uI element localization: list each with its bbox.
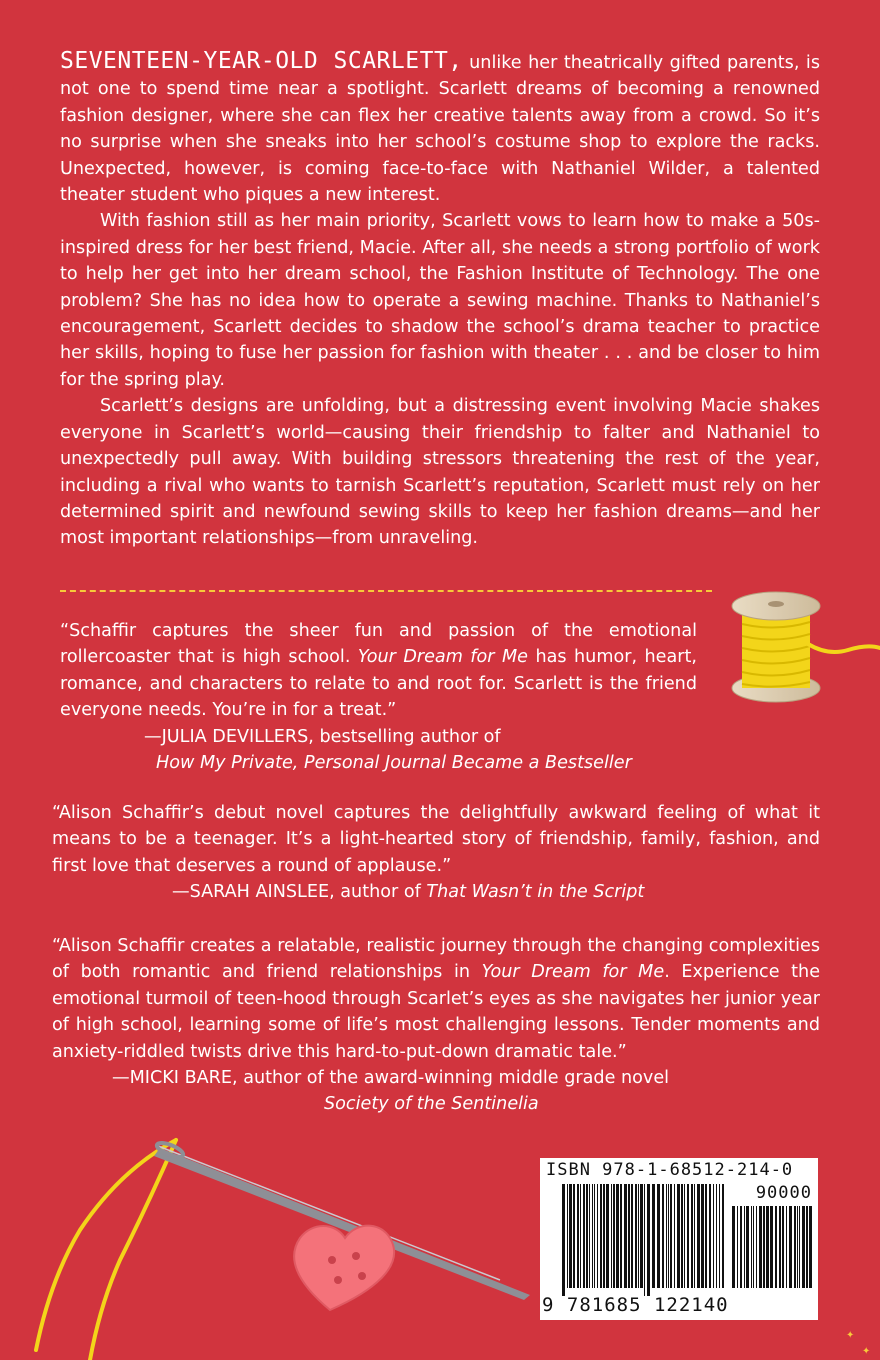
barcode-bar	[567, 1184, 568, 1288]
isbn-label: ISBN 978-1-68512-214-0	[546, 1160, 794, 1180]
barcode-bar	[668, 1184, 669, 1288]
barcode-bar	[674, 1184, 675, 1288]
barcode-bar	[580, 1184, 581, 1288]
blurb-lead: SEVENTEEN-YEAR-OLD SCARLETT,	[60, 48, 463, 74]
blurb-paragraph-3: Scarlett’s designs are unfolding, but a distressing event involving Macie shakes everyone in Scarlett’s world—causing their friendship to falter and Nathaniel to unexpectedly pull away. With building stressors threatening the rest of the year, including a rival who wants to tarnish Scarlett’s reputation, Scarlett must rely on her determined spirit and newfound sewing skills to keep her fashion dreams—and her most important relationships—from unraveling.	[60, 396, 820, 549]
barcode-bar	[763, 1206, 765, 1288]
barcode-bar	[603, 1184, 605, 1288]
barcode-bar	[713, 1184, 714, 1288]
barcode-bar	[670, 1184, 672, 1288]
sparkle-icon: ✦	[846, 1330, 855, 1341]
barcode-bar	[620, 1184, 622, 1288]
barcode-bar	[684, 1184, 685, 1288]
barcode-bar	[616, 1184, 619, 1288]
barcode-bar	[594, 1184, 595, 1288]
barcode-bar	[737, 1206, 738, 1288]
review-quote-1	[52, 618, 697, 776]
barcode-bar	[592, 1184, 593, 1288]
barcode-bar	[806, 1206, 808, 1288]
review-quote-3	[52, 933, 820, 1118]
quote-1-attribution: —JULIA DEVILLERS, bestselling author of	[144, 726, 501, 747]
barcode-bar	[657, 1184, 660, 1288]
review-quote-2	[52, 800, 820, 906]
barcode-bar	[577, 1184, 579, 1288]
barcode-bar	[782, 1206, 784, 1288]
barcode-number: 9 781685 122140	[542, 1294, 729, 1316]
quote-2-text: “Alison Schaffir’s debut novel captures the delightfully awkward feeling of what it means to be a teenager. It’s a light-hearted story of friendship, family, fashion, and first love that deserves a round of applause.”	[52, 803, 820, 876]
blurb-paragraph-1	[60, 48, 820, 208]
quote-2-attribution: —SARAH AINSLEE, author of That Wasn’t in the Script	[172, 882, 645, 903]
price-barcode-bars	[732, 1206, 812, 1296]
barcode-bar	[797, 1206, 798, 1288]
barcode-bar	[799, 1206, 800, 1288]
barcode-bar	[635, 1184, 637, 1288]
barcode-bar	[573, 1184, 575, 1288]
barcode-bar	[751, 1206, 752, 1288]
barcode-bar	[744, 1206, 745, 1288]
sparkle-icon: ✦	[862, 1346, 871, 1357]
thread-spool-icon	[728, 584, 880, 714]
barcode-bar	[753, 1206, 754, 1288]
barcode-bar	[662, 1184, 664, 1288]
barcode-bar	[600, 1184, 602, 1288]
quote-1-text: “Schaffir captures the sheer fun and passion of the emotional rollercoaster that is high school. Your Dream for Me has humor, heart, romance, and characters to relate to and root for. Scarlett is the friend everyone needs. You’re in for a treat.”	[60, 621, 697, 721]
barcode-bar	[666, 1184, 667, 1288]
barcode-bar	[732, 1206, 735, 1288]
barcode-bar	[740, 1206, 742, 1288]
quote-1-book-title: How My Private, Personal Journal Became a Bestseller	[156, 753, 632, 774]
barcode-bar	[809, 1206, 812, 1288]
barcode-bar	[794, 1206, 796, 1288]
barcode-bar	[583, 1184, 585, 1288]
barcode-bar	[746, 1206, 749, 1288]
price-code: 90000	[755, 1183, 812, 1203]
barcode-bar	[677, 1184, 680, 1288]
barcode-bar	[802, 1206, 805, 1288]
barcode-bar	[687, 1184, 689, 1288]
blurb-paragraph-2: With fashion still as her main priority, Scarlett vows to learn how to make a 50s-inspired dress for her best friend, Macie. After all, she needs a strong portfolio of work to help her get into her dream school, the Fashion Institute of Technology. The one problem? She has no idea how to operate a sewing machine. Thanks to Nathaniel’s encouragement, Scarlett decides to shadow the school’s drama teacher to practice her skills, hoping to fuse her passion for fashion with theater . . . and be closer to him for the spring play.	[60, 211, 820, 390]
book-blurb	[60, 48, 820, 552]
barcode-bar	[631, 1184, 633, 1288]
barcode-bar	[606, 1184, 609, 1288]
barcode-bar	[681, 1184, 683, 1288]
barcode-bar	[611, 1184, 612, 1288]
barcode-bar	[779, 1206, 781, 1288]
heart-button-icon	[294, 1226, 394, 1310]
barcode-bar	[647, 1184, 650, 1296]
dashed-divider	[60, 590, 712, 592]
barcode-bar	[597, 1184, 598, 1288]
barcode-bar	[722, 1184, 724, 1288]
barcode-bar	[697, 1184, 700, 1288]
barcode-bar	[770, 1206, 773, 1288]
barcode-bar	[759, 1206, 762, 1288]
barcode-bar	[569, 1184, 572, 1288]
barcode-bar	[789, 1206, 792, 1288]
barcode-bar	[644, 1184, 645, 1296]
barcode-bar	[775, 1206, 777, 1288]
barcode-bar	[586, 1184, 588, 1288]
isbn-barcode	[540, 1158, 818, 1320]
barcode-bar	[709, 1184, 711, 1288]
barcode-bars	[562, 1184, 728, 1296]
barcode-bar	[638, 1184, 639, 1288]
barcode-bar	[589, 1184, 590, 1288]
barcode-bar	[705, 1184, 707, 1288]
barcode-bar	[716, 1184, 717, 1288]
quote-3-text: “Alison Schaffir creates a relatable, realistic journey through the changing complexities of both romantic and friend relationships in Your Dream for Me. Experience the emotional turmoil of teen-hood through Scarlet’s eyes as she navigates her junior year of high school, learning some of life’s most challenging lessons. Tender moments and anxiety-riddled twists drive this hard-to-put-down dramatic tale.”	[52, 936, 821, 1062]
barcode-bar	[652, 1184, 655, 1288]
barcode-bar	[640, 1184, 643, 1288]
barcode-bar	[562, 1184, 565, 1296]
barcode-bar	[691, 1184, 693, 1288]
barcode-bar	[719, 1184, 720, 1288]
barcode-bar	[628, 1184, 630, 1288]
barcode-bar	[694, 1184, 695, 1288]
barcode-bar	[613, 1184, 615, 1288]
barcode-bar	[624, 1184, 627, 1288]
quote-3-attribution: —MICKI BARE, author of the award-winning middle grade novel	[112, 1068, 670, 1089]
quote-3-book-title: Society of the Sentinelia	[324, 1094, 539, 1115]
barcode-bar	[756, 1206, 757, 1288]
barcode-bar	[701, 1184, 704, 1288]
needle-thread-icon	[0, 1110, 540, 1360]
barcode-bar	[786, 1206, 787, 1288]
blurb-p1-text: unlike her theatrically gifted parents, is not one to spend time near a spotlight. Scarlett dreams of becoming a renowned fashion designer, where she can flex her creative talents away from a crowd. So it’s no surprise when she sneaks into her school’s costume shop to explore the racks. Unexpected, however, is coming face-to-face with Nathaniel Wilder, a talented theater student who piques a new interest.	[60, 53, 820, 206]
barcode-bar	[766, 1206, 769, 1288]
